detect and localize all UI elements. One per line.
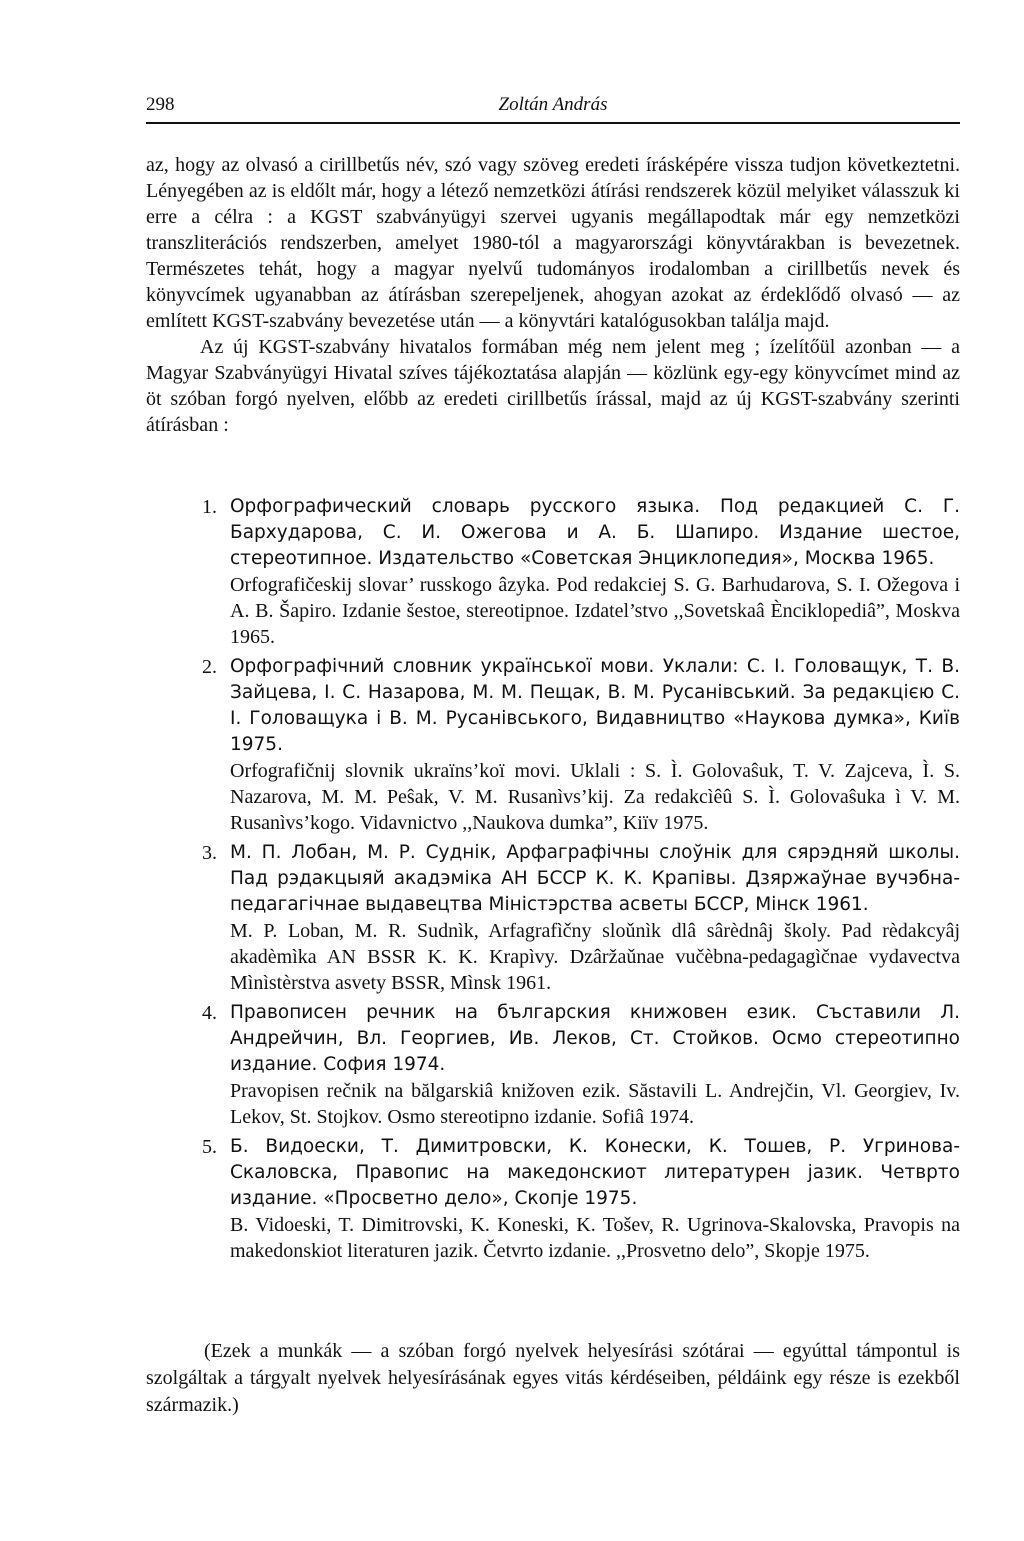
- reference-number: 5.: [202, 1136, 217, 1158]
- reference-number: 4.: [202, 1002, 217, 1024]
- reference-cyrillic: Б. Видоески, Т. Димитровски, К. Конески, К. Тошев, Р. Угринова-Скаловска, Правопис на македонскиот литературен јазик. Четврто издание. «Просветно дело», Скопје 1975.: [230, 1136, 960, 1209]
- reference-cyrillic: М. П. Лобан, М. Р. Суднік, Арфаграфічны слоўнік для сярэдняй школы. Пад рэдакцыяй акадэміка АН БССР К. К. Крапівы. Дзяржаўнае вучэбна-педагагічнае выдавецтва Міністэрства асветы БССР, Мінск 1961.: [230, 842, 960, 915]
- reference-item: [202, 654, 960, 836]
- closing-paragraph: (Ezek a munkák — a szóban forgó nyelvek helyesírási szótárai — egyúttal támpontul is szolgáltak a tárgyalt nyelvek helyesírásának egyes vitás kérdéseiben, példáink egy része is ezekből származik.): [146, 1340, 960, 1416]
- reference-item: [202, 1134, 960, 1264]
- reference-item: [202, 840, 960, 996]
- reference-transliteration: M. P. Loban, M. R. Sudnìk, Arfagrafìčny sloǔnìk dlâ sârèdnâj školy. Pad rèdakcyâj akadèmìka AN BSSR K. K. Krapìvy. Dzâržaǔnae vučèbna-pedagagìčnae vydavectva Mìnìstèrstva asvety BSSR, Mìnsk 1961.: [230, 920, 960, 994]
- body-text: [146, 152, 960, 438]
- reference-transliteration: B. Vidoeski, T. Dimitrovski, K. Koneski, K. Tošev, R. Ugrinova-Skalovska, Pravopis na makedonskiot literaturen jazik. Četvrto izdanie. ,,Prosvetno delo”, Skopje 1975.: [230, 1214, 960, 1262]
- reference-item: [202, 1000, 960, 1130]
- reference-item: [202, 494, 960, 650]
- paragraph-1: az, hogy az olvasó a cirillbetűs név, szó vagy szöveg eredeti írásképére vissza tudjon következtetni. Lényegében az is eldőlt már, hogy a létező nemzetközi átírási rendszerek közül melyiket válasszuk ki erre a célra : a KGST szabványügyi szervei ugyanis megállapodtak már egy nemzetközi transzliterációs rendszerben, amelyet 1980-tól a magyarországi könyvtárakban is bevezetnek. Természetes tehát, hogy a magyar nyelvű tudományos irodalomban a cirillbetűs nevek és könyvcímek ugyanabban az átírásban szerepeljenek, ahogyan azokat az érdeklődő olvasó — az említett KGST-szabvány bevezetése után — a könyvtári katalógusokban találja majd.: [146, 154, 960, 332]
- paragraph-2: Az új KGST-szabvány hivatalos formában még nem jelent meg ; ízelítőül azonban — a Magyar Szabványügyi Hivatal szíves tájékoztatása alapján — közlünk egy-egy könyvcímet mind az öt szóban forgó nyelven, előbb az eredeti cirillbetűs írással, majd az új KGST-szabvány szerinti átírásban :: [146, 336, 960, 436]
- reference-cyrillic: Правописен речник на българския книжовен език. Съставили Л. Андрейчин, Вл. Георгиев, Ив. Леков, Ст. Стойков. Осмо стереотипно издание. София 1974.: [230, 1002, 960, 1075]
- reference-number: 1.: [202, 496, 217, 518]
- reference-number: 3.: [202, 842, 217, 864]
- reference-transliteration: Orfografičnij slovnik ukraïns’koï movi. Uklali : S. Ì. Golovaŝuk, T. V. Zajceva, Ì. S. Nazarova, M. M. Peŝak, V. M. Rusanìvs’kij. Za redakcìêû S. Ì. Golovaŝuka ì V. M. Rusanìvs’kogo. Vidavnictvo ,,Naukova dumka”, Kiïv 1975.: [230, 760, 960, 834]
- reference-transliteration: Orfografičeskij slovar’ russkogo âzyka. Pod redakciej S. G. Barhudarova, S. I. Ožegova i A. B. Šapiro. Izdanie šestoe, stereotipnoe. Izdatel’stvo ,,Sovetskaâ Ènciklopediâ”, Moskva 1965.: [230, 574, 960, 648]
- reference-list: [202, 494, 960, 1268]
- running-title: Zoltán András: [498, 94, 608, 115]
- reference-number: 2.: [202, 656, 217, 678]
- page-number: 298: [146, 94, 175, 115]
- page-header: [146, 92, 960, 124]
- reference-transliteration: Pravopisen rečnik na bălgarskiâ knižoven ezik. Săstavili L. Andrejčin, Vl. Georgiev, Iv. Lekov, St. Stojkov. Osmo stereotipno izdanie. Sofiâ 1974.: [230, 1080, 960, 1128]
- reference-cyrillic: Орфографический словарь русского языка. Под редакцией С. Г. Бархударова, С. И. Ожегова и А. Б. Шапиро. Издание шестое, стереотипное. Издательство «Советская Энциклопедия», Москва 1965.: [230, 496, 960, 569]
- reference-cyrillic: Орфографічний словник української мови. Уклали: С. І. Головащук, Т. В. Зайцева, І. С. Назарова, М. М. Пещак, В. М. Русанівський. За редакцією С. І. Головащука і В. М. Русанівського, Видавництво «Наукова думка», Київ 1975.: [230, 656, 960, 755]
